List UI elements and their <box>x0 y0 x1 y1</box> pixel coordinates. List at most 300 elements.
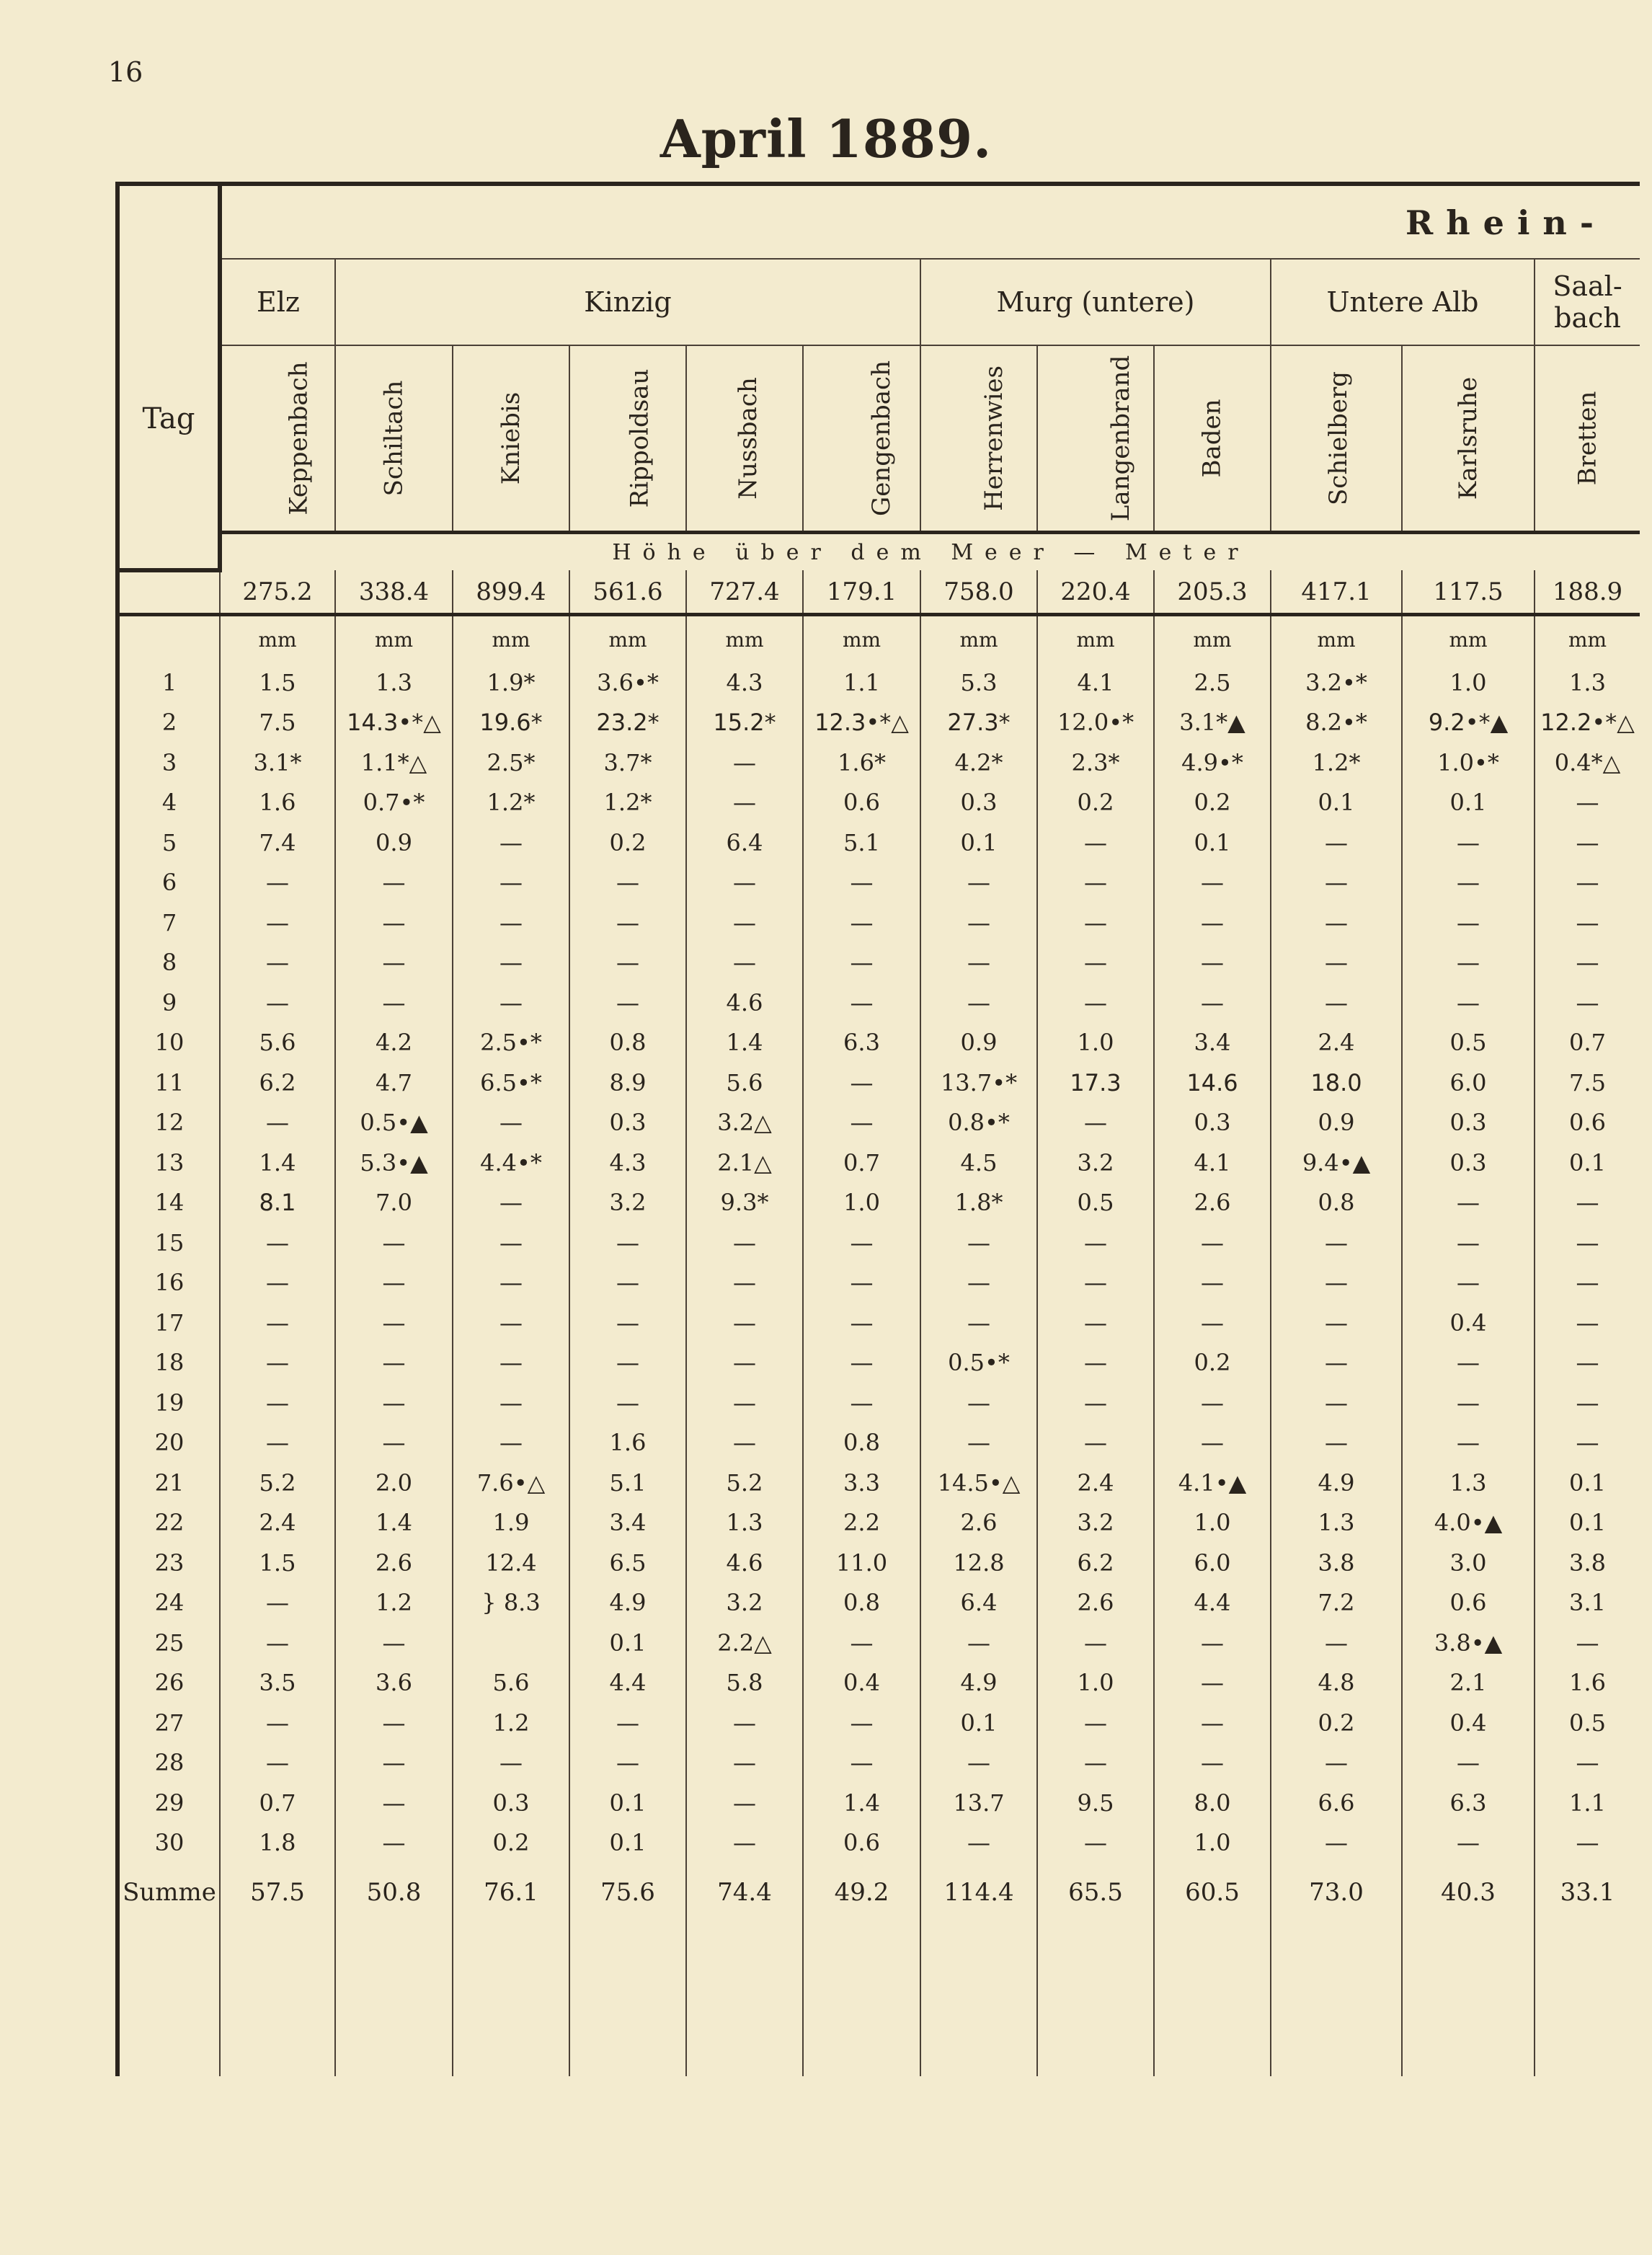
precip-value: 4.9 <box>920 1663 1037 1704</box>
precip-value: 3.4 <box>1154 1023 1271 1063</box>
precip-value: — <box>220 1423 335 1463</box>
precip-value: 2.1△ <box>686 1143 803 1183</box>
precip-value: 3.1* <box>220 743 335 783</box>
day-label: 25 <box>117 1623 220 1663</box>
precip-value: 1.6 <box>220 783 335 823</box>
spacer-cell <box>803 1922 920 2076</box>
tag-header: Tag <box>117 184 220 570</box>
day-label: 20 <box>117 1423 220 1463</box>
station-name: Langenbrand <box>1106 355 1136 522</box>
precip-value: 1.2 <box>453 1703 569 1743</box>
table-row <box>117 1063 1640 1103</box>
precip-value: 18.0 <box>1271 1063 1402 1103</box>
precip-value: 8.2•* <box>1271 703 1402 743</box>
elevation-value: 117.5 <box>1402 570 1535 615</box>
spacer-cell <box>117 1922 220 2076</box>
table-row <box>117 1463 1640 1503</box>
precip-value: — <box>1154 1303 1271 1343</box>
precip-value: 5.8 <box>686 1663 803 1704</box>
sum-value: 73.0 <box>1271 1863 1402 1922</box>
precip-value: 1.2* <box>1271 743 1402 783</box>
page-number: 16 <box>108 56 143 88</box>
precip-value: 9.4•▲ <box>1271 1143 1402 1183</box>
precip-value: — <box>1535 903 1640 943</box>
precip-value: — <box>1535 1383 1640 1423</box>
sum-value: 60.5 <box>1154 1863 1271 1922</box>
precip-value: 4.3 <box>569 1143 686 1183</box>
precip-value: — <box>569 943 686 983</box>
precip-value: 0.8 <box>803 1423 920 1463</box>
precip-value: — <box>1402 1743 1535 1784</box>
sum-value: 74.4 <box>686 1863 803 1922</box>
precip-value: — <box>1271 1343 1402 1383</box>
precip-value: — <box>803 1103 920 1143</box>
precip-value: 0.7 <box>803 1143 920 1183</box>
precip-value: — <box>335 1623 453 1663</box>
precip-value: — <box>803 1063 920 1103</box>
station-header <box>1271 345 1402 533</box>
station-header <box>803 345 920 533</box>
precip-value: 0.2 <box>1154 1343 1271 1383</box>
unit-blank <box>117 615 220 663</box>
table-row <box>117 703 1640 743</box>
elevation-value: 899.4 <box>453 570 569 615</box>
precip-value: 1.3 <box>1535 663 1640 703</box>
day-label: 18 <box>117 1343 220 1383</box>
page-title: April 1889. <box>660 108 992 169</box>
spacer-cell <box>453 1922 569 2076</box>
precip-value: 0.7•* <box>335 783 453 823</box>
precip-value: — <box>453 1383 569 1423</box>
table-row <box>117 823 1640 863</box>
precip-value: — <box>335 1343 453 1383</box>
precip-value: 0.9 <box>335 823 453 863</box>
precip-value: — <box>335 943 453 983</box>
station-name: Gengenbach <box>866 360 896 516</box>
precip-value: } 8.3 <box>453 1583 569 1623</box>
precip-value: — <box>220 1343 335 1383</box>
spacer-cell <box>1154 1922 1271 2076</box>
precip-value: — <box>920 1303 1037 1343</box>
precip-value: 3.5 <box>220 1663 335 1704</box>
precip-value: — <box>1535 823 1640 863</box>
day-label: 12 <box>117 1103 220 1143</box>
precip-value: — <box>686 1423 803 1463</box>
precip-value: 1.0 <box>1037 1663 1154 1704</box>
spacer-cell <box>335 1922 453 2076</box>
table-row <box>117 1743 1640 1784</box>
precip-value: — <box>220 983 335 1023</box>
precip-value: 1.0 <box>1154 1823 1271 1864</box>
precip-value: — <box>1037 1823 1154 1864</box>
precip-value: 5.1 <box>569 1463 686 1503</box>
precip-value: — <box>686 1303 803 1343</box>
precip-value: 0.9 <box>920 1023 1037 1063</box>
precip-value: — <box>686 1783 803 1823</box>
station-header <box>453 345 569 533</box>
precip-value: — <box>803 943 920 983</box>
precip-value: 0.3 <box>1402 1143 1535 1183</box>
station-name: Baden <box>1197 399 1227 478</box>
table-row <box>117 943 1640 983</box>
precip-value: 0.4 <box>1402 1303 1535 1343</box>
station-name: Keppenbach <box>284 361 314 515</box>
precip-value: 1.3 <box>686 1503 803 1543</box>
table-row <box>117 1423 1640 1463</box>
station-header <box>1154 345 1271 533</box>
precip-value: — <box>920 903 1037 943</box>
precip-value: 6.0 <box>1154 1543 1271 1583</box>
precip-value: — <box>686 1823 803 1864</box>
precip-value: 1.4 <box>803 1783 920 1823</box>
station-header <box>920 345 1037 533</box>
precip-value: — <box>1402 1343 1535 1383</box>
elevation-value: 758.0 <box>920 570 1037 615</box>
table-row <box>117 983 1640 1023</box>
precip-value: — <box>1535 1303 1640 1343</box>
precip-value: 1.2 <box>335 1583 453 1623</box>
precip-value: — <box>1535 863 1640 903</box>
precip-value: 1.2* <box>453 783 569 823</box>
precip-value: — <box>1154 1223 1271 1263</box>
precip-value: — <box>1037 1383 1154 1423</box>
precip-value: — <box>453 823 569 863</box>
precip-value: 3.2•* <box>1271 663 1402 703</box>
precip-value: 7.4 <box>220 823 335 863</box>
precip-value: — <box>803 1223 920 1263</box>
table-row <box>117 1263 1640 1303</box>
precip-value: 0.3 <box>1402 1103 1535 1143</box>
spacer-cell <box>1037 1922 1154 2076</box>
precip-value: — <box>335 1743 453 1784</box>
precip-value: 3.2 <box>569 1183 686 1223</box>
unit-label: mm <box>569 615 686 663</box>
precip-value: — <box>1271 1823 1402 1864</box>
sum-value: 65.5 <box>1037 1863 1154 1922</box>
unit-label: mm <box>453 615 569 663</box>
day-label: 13 <box>117 1143 220 1183</box>
precip-value: — <box>220 1383 335 1423</box>
precip-value: — <box>335 1223 453 1263</box>
precip-value: 27.3* <box>920 703 1037 743</box>
summe-label: Summe <box>117 1863 220 1922</box>
station-header <box>569 345 686 533</box>
precip-value: 1.9 <box>453 1503 569 1543</box>
precip-value: 4.4 <box>1154 1583 1271 1623</box>
precip-value: — <box>220 903 335 943</box>
precip-value: 1.6* <box>803 743 920 783</box>
precip-value: 19.6* <box>453 703 569 743</box>
precip-value: — <box>1271 1383 1402 1423</box>
precip-value: — <box>686 1383 803 1423</box>
precip-value: 12.0•* <box>1037 703 1154 743</box>
precip-value: — <box>1037 1263 1154 1303</box>
station-name: Kniebis <box>496 391 525 485</box>
precip-value: 4.2* <box>920 743 1037 783</box>
precip-value: 2.2△ <box>686 1623 803 1663</box>
precip-value: 5.6 <box>453 1663 569 1704</box>
day-label: 26 <box>117 1663 220 1704</box>
station-name: Bretten <box>1573 391 1602 486</box>
precip-value: 4.8 <box>1271 1663 1402 1704</box>
precip-value: 6.2 <box>220 1063 335 1103</box>
table-row <box>117 1703 1640 1743</box>
precip-value: — <box>1402 863 1535 903</box>
day-label: 11 <box>117 1063 220 1103</box>
precip-value: — <box>920 1743 1037 1784</box>
precip-value: — <box>220 1223 335 1263</box>
precip-value: 2.6 <box>1037 1583 1154 1623</box>
elevation-value: 179.1 <box>803 570 920 615</box>
precip-value: — <box>1271 903 1402 943</box>
precip-value: 13.7•* <box>920 1063 1037 1103</box>
precip-value: — <box>1037 1223 1154 1263</box>
table-row <box>117 1343 1640 1383</box>
precip-value: 7.0 <box>335 1183 453 1223</box>
precip-value: 5.6 <box>220 1023 335 1063</box>
precip-value: 1.0 <box>1037 1023 1154 1063</box>
precip-value: — <box>220 1703 335 1743</box>
precip-value: 14.3•*△ <box>335 703 453 743</box>
precip-value: 0.3 <box>453 1783 569 1823</box>
precip-value: — <box>220 1743 335 1784</box>
precip-value: 6.2 <box>1037 1543 1154 1583</box>
precip-value: — <box>1402 823 1535 863</box>
precip-value: — <box>1037 943 1154 983</box>
river-header: Saal-bach <box>1535 259 1640 345</box>
sum-value: 57.5 <box>220 1863 335 1922</box>
precip-value: 9.5 <box>1037 1783 1154 1823</box>
precip-value: — <box>686 863 803 903</box>
precip-value: 14.6 <box>1154 1063 1271 1103</box>
station-header <box>335 345 453 533</box>
precip-value: — <box>569 1303 686 1343</box>
station-header <box>1037 345 1154 533</box>
precip-value: 2.3* <box>1037 743 1154 783</box>
precip-value: — <box>335 1263 453 1303</box>
precip-value: 15.2* <box>686 703 803 743</box>
precip-value: 1.5 <box>220 1543 335 1583</box>
precip-value: 9.3* <box>686 1183 803 1223</box>
precip-value: 14.5•△ <box>920 1463 1037 1503</box>
precip-value: — <box>453 943 569 983</box>
spacer-cell <box>920 1922 1037 2076</box>
precip-value: — <box>1037 1103 1154 1143</box>
precip-value: 5.1 <box>803 823 920 863</box>
precip-value: — <box>1535 1823 1640 1864</box>
precip-value: 4.9•* <box>1154 743 1271 783</box>
precip-value: — <box>686 1743 803 1784</box>
precip-value: 4.0•▲ <box>1402 1503 1535 1543</box>
precip-value: — <box>1154 1383 1271 1423</box>
precip-value: 4.7 <box>335 1063 453 1103</box>
precip-value: 0.8 <box>569 1023 686 1063</box>
precip-value: — <box>1402 983 1535 1023</box>
precip-value: — <box>335 1783 453 1823</box>
station-header <box>220 345 335 533</box>
precip-value: 0.1 <box>1154 823 1271 863</box>
table-row <box>117 743 1640 783</box>
precip-value: 1.0 <box>1154 1503 1271 1543</box>
precip-value: 23.2* <box>569 703 686 743</box>
table-row <box>117 1503 1640 1543</box>
precip-value: — <box>803 1343 920 1383</box>
table-row <box>117 1783 1640 1823</box>
precip-value: 1.4 <box>686 1023 803 1063</box>
precip-value: 0.7 <box>1535 1023 1640 1063</box>
table-row <box>117 1143 1640 1183</box>
precip-value: 0.1 <box>1271 783 1402 823</box>
precip-value: 1.9* <box>453 663 569 703</box>
precip-value: 0.5 <box>1402 1023 1535 1063</box>
day-label: 17 <box>117 1303 220 1343</box>
precip-value: 3.1 <box>1535 1583 1640 1623</box>
precip-value: — <box>453 1263 569 1303</box>
elevation-value: 205.3 <box>1154 570 1271 615</box>
precip-value: — <box>569 1383 686 1423</box>
day-label: 16 <box>117 1263 220 1303</box>
precip-value: — <box>920 1823 1037 1864</box>
precip-value: 0.4*△ <box>1535 743 1640 783</box>
precip-value: 2.5* <box>453 743 569 783</box>
precip-value: 6.5 <box>569 1543 686 1583</box>
precip-value: — <box>220 943 335 983</box>
precip-value: 6.0 <box>1402 1063 1535 1103</box>
precip-value <box>453 1623 569 1663</box>
precip-value: 5.3•▲ <box>335 1143 453 1183</box>
precip-value: 4.2 <box>335 1023 453 1063</box>
precip-value: — <box>1402 1423 1535 1463</box>
day-label: 21 <box>117 1463 220 1503</box>
precip-value: — <box>686 1223 803 1263</box>
unit-label: mm <box>1154 615 1271 663</box>
precip-value: 0.1 <box>1535 1463 1640 1503</box>
sum-value: 75.6 <box>569 1863 686 1922</box>
precip-value: 9.2•*▲ <box>1402 703 1535 743</box>
precip-value: 1.0•* <box>1402 743 1535 783</box>
precip-value: — <box>1535 943 1640 983</box>
precip-value: — <box>1154 903 1271 943</box>
precip-value: 3.2 <box>1037 1143 1154 1183</box>
precip-value: — <box>1154 943 1271 983</box>
precip-value: — <box>1402 1383 1535 1423</box>
precip-value: 0.6 <box>803 783 920 823</box>
precip-value: 1.1 <box>803 663 920 703</box>
elevation-value: 188.9 <box>1535 570 1640 615</box>
precip-value: — <box>569 903 686 943</box>
precip-value: — <box>920 1263 1037 1303</box>
precip-value: — <box>920 943 1037 983</box>
precip-value: 2.4 <box>220 1503 335 1543</box>
precip-value: 1.8* <box>920 1183 1037 1223</box>
precip-value: — <box>453 1343 569 1383</box>
precip-value: 0.1 <box>1402 783 1535 823</box>
precip-value: — <box>220 1623 335 1663</box>
precip-value: — <box>1154 1743 1271 1784</box>
day-label: 3 <box>117 743 220 783</box>
precip-value: — <box>1271 1423 1402 1463</box>
precip-value: 4.9 <box>1271 1463 1402 1503</box>
precip-value: 1.4 <box>220 1143 335 1183</box>
precip-value: — <box>920 1383 1037 1423</box>
station-name: Herrenwies <box>979 366 1008 511</box>
precip-value: — <box>1271 1263 1402 1303</box>
precip-value: 6.4 <box>920 1583 1037 1623</box>
day-label: 8 <box>117 943 220 983</box>
precip-value: — <box>1535 1263 1640 1303</box>
unit-label: mm <box>803 615 920 663</box>
precip-value: 0.2 <box>569 823 686 863</box>
river-header: Elz <box>220 259 335 345</box>
table-row <box>117 1583 1640 1623</box>
river-header: Murg (untere) <box>920 259 1271 345</box>
station-name: Nussbach <box>733 377 763 500</box>
table-row <box>117 1383 1640 1423</box>
precip-value: — <box>1037 1623 1154 1663</box>
precip-value: 4.3 <box>686 663 803 703</box>
precip-value: — <box>453 1423 569 1463</box>
table-row <box>117 783 1640 823</box>
precip-value: — <box>686 743 803 783</box>
precip-value: — <box>453 903 569 943</box>
precip-value: 0.1 <box>920 1703 1037 1743</box>
sum-value: 49.2 <box>803 1863 920 1922</box>
precip-value: — <box>920 1423 1037 1463</box>
precip-value: — <box>335 1423 453 1463</box>
precip-value: 11.0 <box>803 1543 920 1583</box>
precip-value: — <box>1271 863 1402 903</box>
precip-value: 1.5 <box>220 663 335 703</box>
precip-value: — <box>1154 983 1271 1023</box>
precip-value: — <box>1154 1703 1271 1743</box>
day-label: 27 <box>117 1703 220 1743</box>
precip-value: — <box>1154 1263 1271 1303</box>
precip-value: — <box>453 1103 569 1143</box>
precip-value: — <box>1037 903 1154 943</box>
precip-value: — <box>569 1743 686 1784</box>
station-name: Rippoldsau <box>625 368 654 508</box>
precip-value: — <box>569 983 686 1023</box>
sum-value: 114.4 <box>920 1863 1037 1922</box>
unit-label: mm <box>920 615 1037 663</box>
unit-label: mm <box>335 615 453 663</box>
day-label: 9 <box>117 983 220 1023</box>
precip-value: — <box>220 1583 335 1623</box>
precip-value: 8.0 <box>1154 1783 1271 1823</box>
precip-value: 12.4 <box>453 1543 569 1583</box>
precip-value: 2.2 <box>803 1503 920 1543</box>
precip-value: 12.3•*△ <box>803 703 920 743</box>
precip-value: 1.6 <box>1535 1663 1640 1704</box>
day-label: 15 <box>117 1223 220 1263</box>
precip-value: 1.1*△ <box>335 743 453 783</box>
precip-value: 3.2 <box>1037 1503 1154 1543</box>
day-label: 24 <box>117 1583 220 1623</box>
precip-value: — <box>220 863 335 903</box>
precip-value: — <box>453 1183 569 1223</box>
precip-value: 0.4 <box>1402 1703 1535 1743</box>
precip-value: — <box>453 863 569 903</box>
precip-value: 12.8 <box>920 1543 1037 1583</box>
day-label: 23 <box>117 1543 220 1583</box>
elevation-value: 338.4 <box>335 570 453 615</box>
precip-value: — <box>1037 823 1154 863</box>
table-row <box>117 1543 1640 1583</box>
precip-value: 3.6 <box>335 1663 453 1704</box>
precip-value: 2.5 <box>1154 663 1271 703</box>
precip-value: — <box>1535 1423 1640 1463</box>
precip-value: 1.3 <box>1402 1463 1535 1503</box>
